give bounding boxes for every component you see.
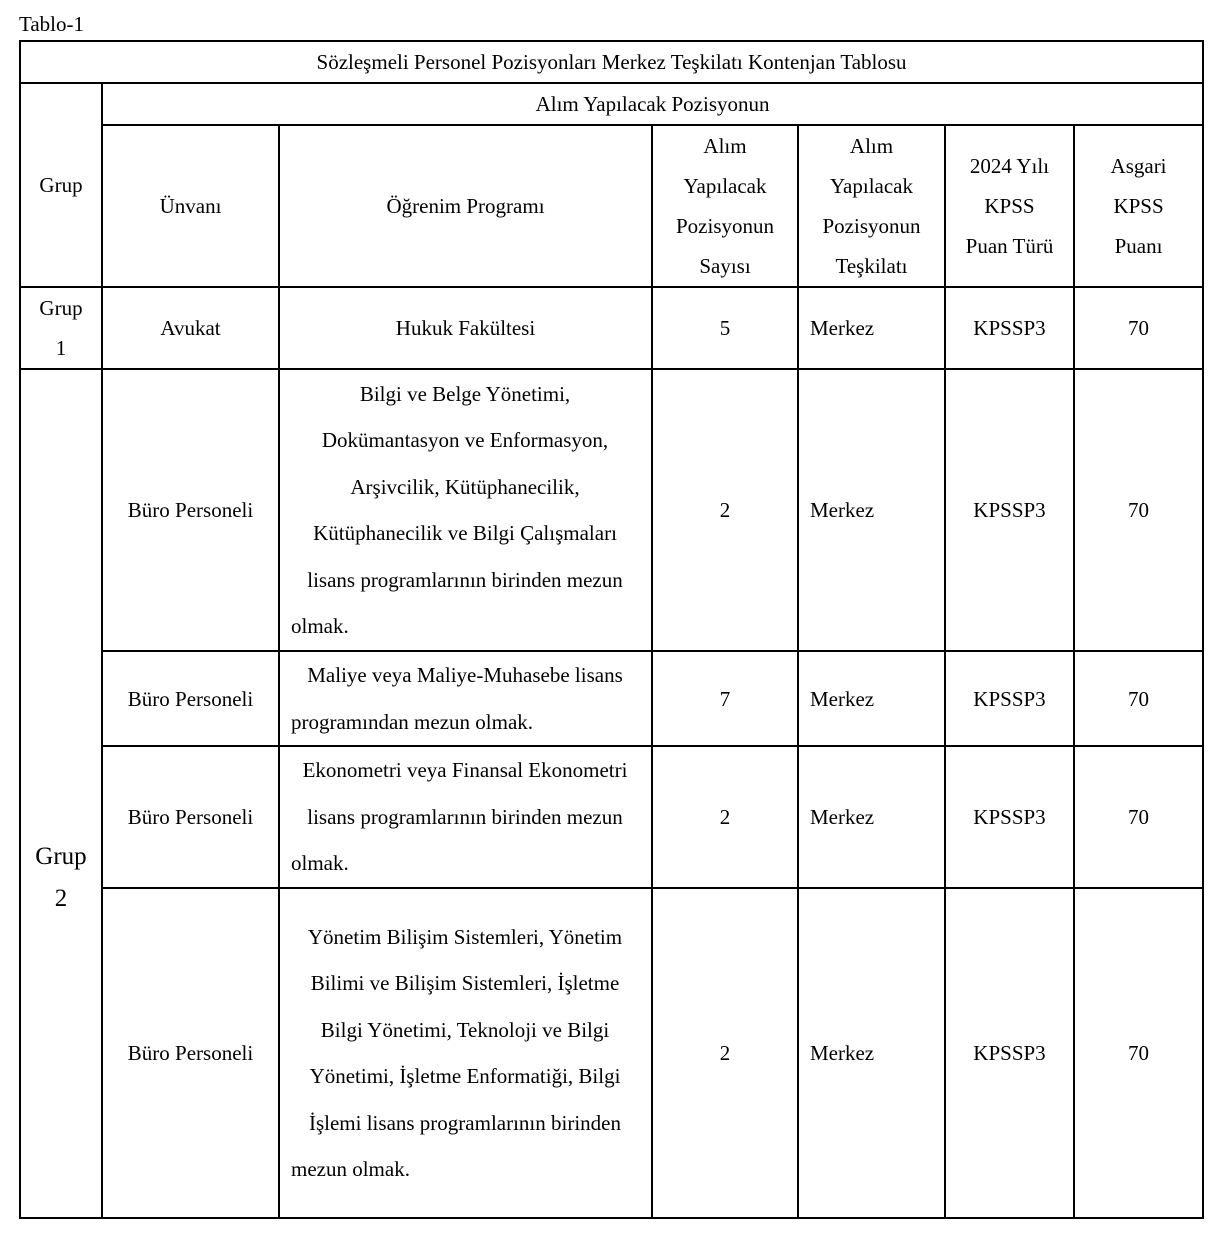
column-header-puan-turu	[945, 125, 1074, 287]
header-line: Alım	[849, 134, 894, 158]
unvan-cell: Büro Personeli	[102, 888, 279, 1218]
header-line: Teşkilatı	[835, 254, 908, 278]
sayi-cell: 5	[652, 287, 798, 369]
table-row	[20, 369, 1203, 651]
teskilat-cell: Merkez	[798, 287, 945, 369]
program-cell: Hukuk Fakültesi	[279, 287, 652, 369]
teskilat-cell: Merkez	[798, 651, 945, 746]
group-number: 2	[54, 885, 68, 912]
header-line: 2024 Yılı	[969, 154, 1050, 178]
header-line: Yapılacak	[683, 174, 767, 198]
header-line: Pozisyonun	[675, 214, 774, 238]
puan-turu-cell: KPSSP3	[945, 287, 1074, 369]
puan-turu-cell: KPSSP3	[945, 369, 1074, 651]
header-line: KPSS	[984, 194, 1035, 218]
group-cell-1	[20, 287, 102, 369]
table-row	[20, 651, 1203, 746]
table-row	[20, 746, 1203, 888]
column-header-program: Öğrenim Programı	[279, 125, 652, 287]
teskilat-cell: Merkez	[798, 369, 945, 651]
unvan-cell: Avukat	[102, 287, 279, 369]
header-line: Sayısı	[699, 254, 751, 278]
sayi-cell: 2	[652, 888, 798, 1218]
unvan-cell: Büro Personeli	[102, 651, 279, 746]
asgari-cell: 70	[1074, 888, 1203, 1218]
header-line: Asgari	[1110, 154, 1167, 178]
asgari-cell: 70	[1074, 287, 1203, 369]
table-row	[20, 287, 1203, 369]
puan-turu-cell: KPSSP3	[945, 888, 1074, 1218]
table-title: Sözleşmeli Personel Pozisyonları Merkez Teşkilatı Kontenjan Tablosu	[20, 41, 1203, 83]
teskilat-cell: Merkez	[798, 746, 945, 888]
header-line: KPSS	[1113, 194, 1164, 218]
asgari-cell: 70	[1074, 651, 1203, 746]
sayi-cell: 2	[652, 746, 798, 888]
quota-table	[19, 40, 1204, 1219]
asgari-cell: 70	[1074, 746, 1203, 888]
group-number: 1	[55, 336, 67, 360]
table-caption: Tablo-1	[19, 12, 85, 36]
unvan-cell: Büro Personeli	[102, 746, 279, 888]
header-line: Alım	[703, 134, 747, 158]
column-header-asgari	[1074, 125, 1203, 287]
program-cell: Yönetim Bilişim Sistemleri, Yönetim Bilimi ve Bilişim Sistemleri, İşletme Bilgi Yönetimi, Teknoloji ve Bilgi Yönetimi, İşletme Enformatiği, Bilgi İşlemi lisans programlarının birinden mezun olmak.	[279, 888, 652, 1218]
column-header-teskilat	[798, 125, 945, 287]
header-line: Puanı	[1114, 234, 1163, 258]
header-line: Yapılacak	[829, 174, 913, 198]
sayi-cell: 2	[652, 369, 798, 651]
header-line: Puan Türü	[965, 234, 1054, 258]
puan-turu-cell: KPSSP3	[945, 746, 1074, 888]
header-line: Pozisyonun	[822, 214, 921, 238]
program-cell: Bilgi ve Belge Yönetimi, Dokümantasyon ve Enformasyon, Arşivcilik, Kütüphanecilik, Kütüphanecilik ve Bilgi Çalışmaları lisans programlarının birinden mezun olmak.	[279, 369, 652, 651]
column-header-sayi	[652, 125, 798, 287]
group-cell-2	[20, 369, 102, 1218]
program-cell: Ekonometri veya Finansal Ekonometri lisans programlarının birinden mezun olmak.	[279, 746, 652, 888]
group-column-header: Grup	[20, 83, 102, 287]
puan-turu-cell: KPSSP3	[945, 651, 1074, 746]
teskilat-cell: Merkez	[798, 888, 945, 1218]
unvan-cell: Büro Personeli	[102, 369, 279, 651]
column-header-unvan: Ünvanı	[102, 125, 279, 287]
program-cell: Maliye veya Maliye-Muhasebe lisans programından mezun olmak.	[279, 651, 652, 746]
group-label: Grup	[39, 296, 83, 320]
sayi-cell: 7	[652, 651, 798, 746]
group-label: Grup	[35, 843, 87, 870]
table-row	[20, 888, 1203, 1218]
asgari-cell: 70	[1074, 369, 1203, 651]
position-header: Alım Yapılacak Pozisyonun	[102, 83, 1203, 125]
